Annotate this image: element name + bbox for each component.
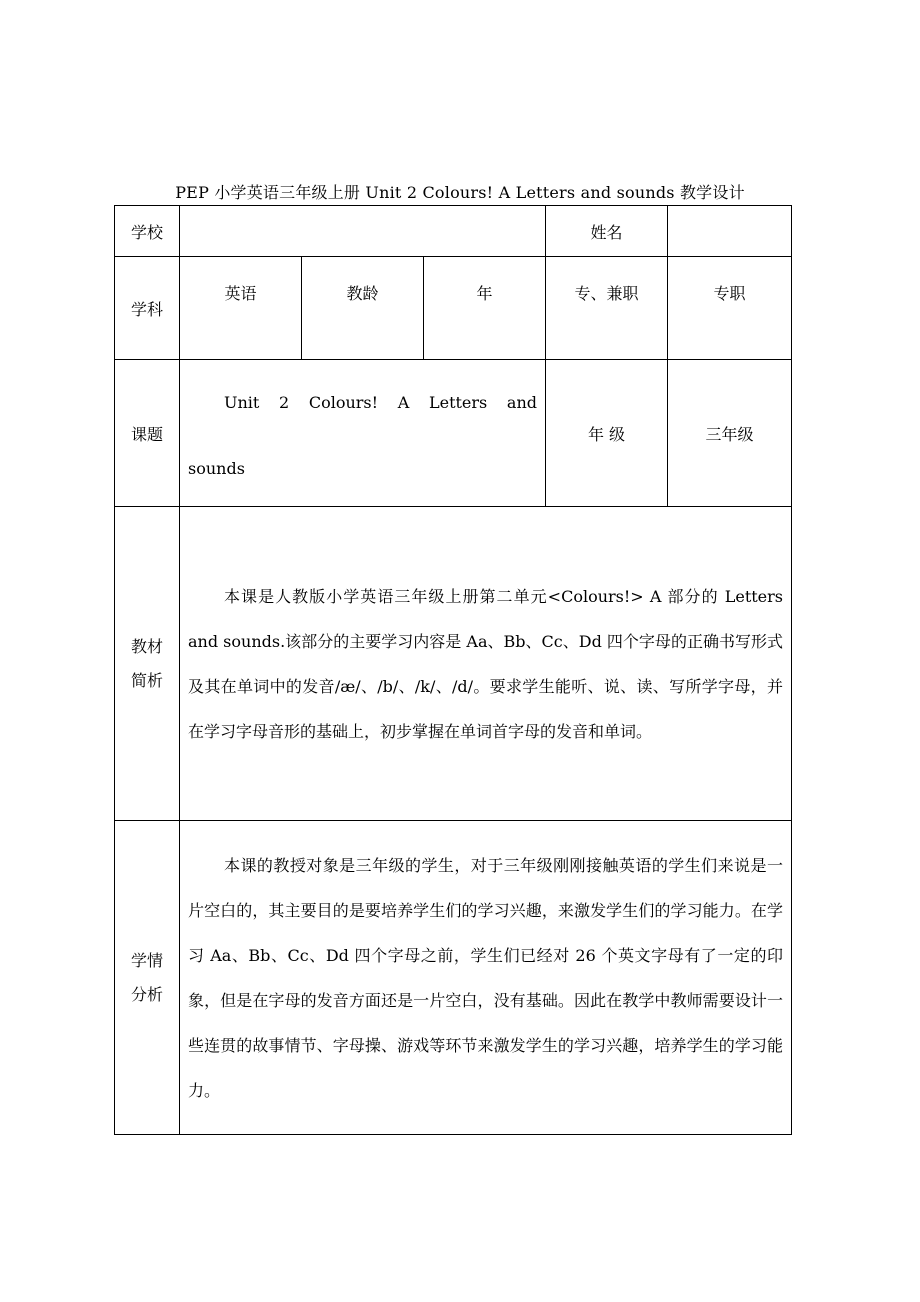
material-analysis-text-cell: [180, 507, 792, 821]
student-analysis-text-cell: [180, 821, 792, 1135]
topic-line-2: sounds: [188, 459, 245, 478]
grade-label: 年 级: [546, 360, 668, 507]
student-analysis-text: [180, 843, 791, 1113]
grade-value: 三年级: [668, 360, 792, 507]
subject-label: 学科: [115, 257, 180, 360]
name-label: 姓名: [546, 206, 668, 257]
table-row-material-analysis: [115, 507, 792, 821]
document-title: PEP 小学英语三年级上册 Unit 2 Colours! A Letters and sounds 教学设计: [175, 183, 745, 202]
topic-label: 课题: [115, 360, 180, 507]
subject-value: 英语: [180, 257, 302, 360]
topic-line-1: Unit 2 Colours! A Letters and: [224, 393, 538, 412]
material-analysis-label-line-2: 简析: [130, 670, 163, 690]
material-analysis-label: [115, 507, 180, 821]
topic-value: [180, 360, 546, 507]
material-analysis-paragraph: 本课是人教版小学英语三年级上册第二单元<Colours!> A 部分的 Letters and sounds.该部分的主要学习内容是 Aa、Bb、Cc、Dd 四个字母的正确书写形式及其在单词中的发音/æ/、/b/、/k/、/d/。要求学生能听、说、读、写所学字母，并在学习字母音形的基础上，初步掌握在单词首字母的发音和单词。: [188, 586, 784, 741]
teaching-age-value: 年: [424, 257, 546, 360]
teaching-age-label: 教龄: [302, 257, 424, 360]
material-analysis-text: [180, 574, 791, 754]
student-analysis-label-line-2: 分析: [130, 984, 163, 1004]
student-analysis-paragraph: 本课的教授对象是三年级的学生，对于三年级刚刚接触英语的学生们来说是一片空白的，其主要目的是要培养学生们的学习兴趣，来激发学生们的学习能力。在学习 Aa、Bb、Cc、Dd 四个字母之前，学生们已经对 26 个英文字母有了一定的印象，但是在字母的发音方面还是一片空白，没有基础。因此在教学中教师需要设计一些连贯的故事情节、字母操、游戏等环节来激发学生的学习兴趣，培养学生的学习能力。: [188, 855, 784, 1100]
employment-value: 专职: [668, 257, 792, 360]
employment-label: 专、兼职: [546, 257, 668, 360]
material-analysis-label-line-1: 教材: [130, 636, 163, 656]
student-analysis-label: [115, 821, 180, 1135]
lesson-design-table: [114, 205, 792, 1135]
student-analysis-label-line-1: 学情: [130, 950, 163, 970]
table-row-school: [115, 206, 792, 257]
table-row-student-analysis: [115, 821, 792, 1135]
school-label: 学校: [115, 206, 180, 257]
school-value: [180, 206, 546, 257]
table-row-topic: [115, 360, 792, 507]
name-value: [668, 206, 792, 257]
table-row-subject: [115, 257, 792, 360]
